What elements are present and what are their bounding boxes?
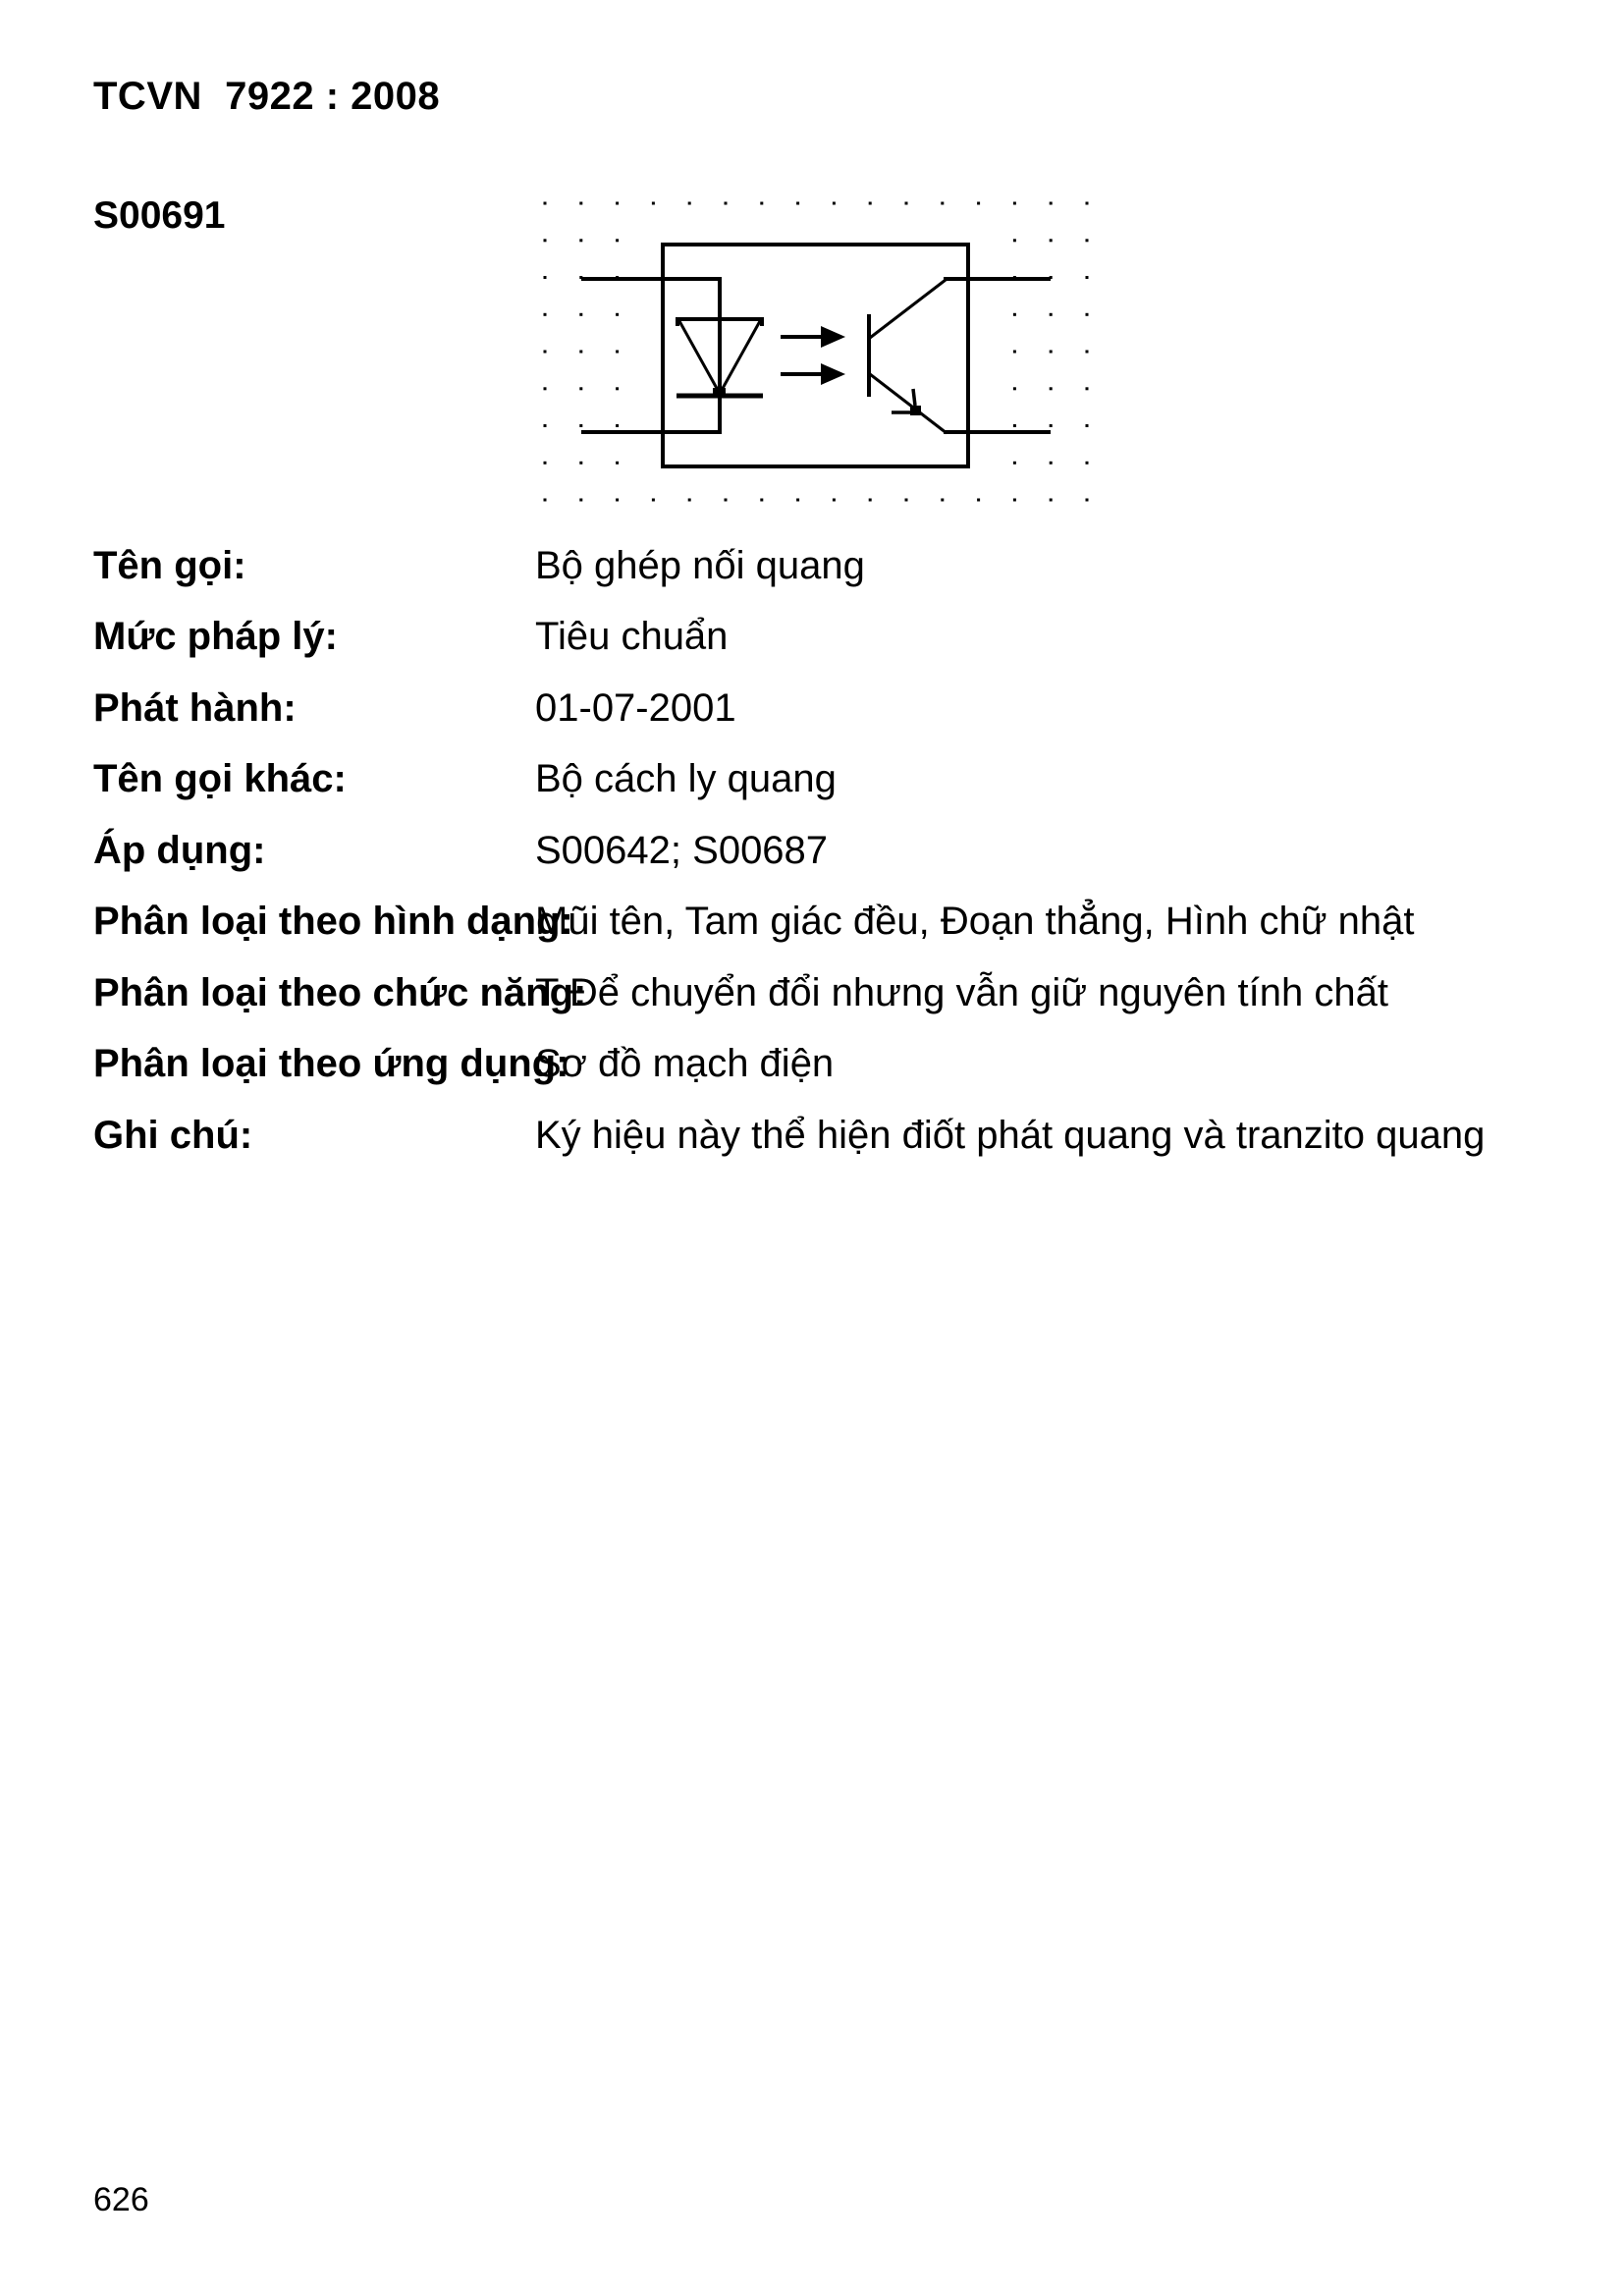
page-title: TCVN 7922 : 2008: [93, 75, 441, 118]
field-row: [0, 828, 1624, 873]
field-label: Phân loại theo ứng dụng:: [93, 1042, 569, 1085]
field-value: Tiêu chuẩn: [535, 615, 729, 658]
field-row: [0, 685, 1624, 731]
field-value: Bộ ghép nối quang: [535, 544, 865, 587]
field-value: Sơ đồ mạch điện: [535, 1042, 835, 1085]
field-label: Phân loại theo chức năng:: [93, 971, 587, 1014]
field-row: [0, 543, 1624, 588]
field-value: S00642; S00687: [535, 829, 829, 872]
field-value: 01-07-2001: [535, 686, 736, 730]
field-row: [0, 1113, 1624, 1158]
field-label: Áp dụng:: [93, 829, 266, 872]
symbol-id: S00691: [93, 194, 226, 237]
field-label: Ghi chú:: [93, 1114, 253, 1157]
field-row: [0, 614, 1624, 659]
field-row: [0, 1041, 1624, 1086]
field-label: Mức pháp lý:: [93, 615, 338, 658]
field-value: T Để chuyển đổi nhưng vẫn giữ nguyên tính chất: [535, 971, 1388, 1014]
page-number: 626: [93, 2181, 149, 2218]
field-row: [0, 756, 1624, 801]
field-value: Bộ cách ly quang: [535, 757, 837, 800]
field-value: Mũi tên, Tam giác đều, Đoạn thẳng, Hình chữ nhật: [535, 900, 1415, 943]
field-row: [0, 970, 1624, 1015]
field-label: Phân loại theo hình dạng:: [93, 900, 573, 943]
field-label: Tên gọi:: [93, 544, 246, 587]
field-value: Ký hiệu này thể hiện điốt phát quang và tranzito quang: [535, 1114, 1486, 1157]
field-label: Tên gọi khác:: [93, 757, 347, 800]
field-row: [0, 899, 1624, 944]
optocoupler-diagram: [530, 187, 1100, 516]
field-label: Phát hành:: [93, 686, 297, 730]
